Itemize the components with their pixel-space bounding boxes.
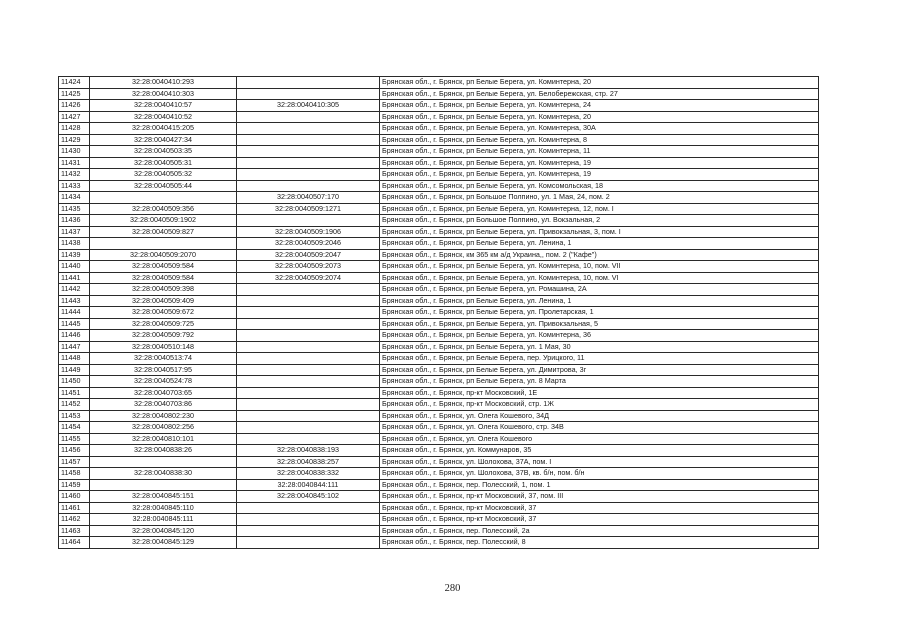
table-row — [59, 376, 819, 388]
table-row — [59, 238, 819, 250]
building-cadastral-number-cell — [237, 502, 380, 514]
table-row — [59, 295, 819, 307]
cadastral-number-cell: 32:28:0040845:151 — [90, 491, 237, 503]
cadastral-number-cell: 32:28:0040703:86 — [90, 399, 237, 411]
building-cadastral-number-cell: 32:28:0040509:2047 — [237, 249, 380, 261]
building-cadastral-number-cell — [237, 353, 380, 365]
row-number-cell: 11424 — [59, 77, 90, 89]
row-number-cell: 11442 — [59, 284, 90, 296]
address-cell: Брянская обл., г. Брянск, рп Белые Берега, ул. 8 Марта — [380, 376, 819, 388]
building-cadastral-number-cell — [237, 295, 380, 307]
cadastral-number-cell: 32:28:0040509:2070 — [90, 249, 237, 261]
address-cell: Брянская обл., г. Брянск, ул. Олега Кошевого, 34Д — [380, 410, 819, 422]
building-cadastral-number-cell — [237, 307, 380, 319]
table-row — [59, 307, 819, 319]
table-row — [59, 215, 819, 227]
address-cell: Брянская обл., г. Брянск, рп Белые Берега, ул. Коминтерна, 20 — [380, 111, 819, 123]
building-cadastral-number-cell: 32:28:0040507:170 — [237, 192, 380, 204]
address-cell: Брянская обл., г. Брянск, рп Большое Полпино, ул. Вокзальная, 2 — [380, 215, 819, 227]
cadastral-number-cell: 32:28:0040503:35 — [90, 146, 237, 158]
address-cell: Брянская обл., г. Брянск, км 365 км а/д Украина,, пом. 2 ("Кафе") — [380, 249, 819, 261]
row-number-cell: 11436 — [59, 215, 90, 227]
row-number-cell: 11427 — [59, 111, 90, 123]
building-cadastral-number-cell: 32:28:0040410:305 — [237, 100, 380, 112]
cadastral-number-cell: 32:28:0040410:293 — [90, 77, 237, 89]
cadastral-number-cell: 32:28:0040509:409 — [90, 295, 237, 307]
address-cell: Брянская обл., г. Брянск, рп Белые Берега, ул. Коминтерна, 19 — [380, 157, 819, 169]
cadastral-number-cell: 32:28:0040845:111 — [90, 514, 237, 526]
row-number-cell: 11434 — [59, 192, 90, 204]
property-register-table — [58, 76, 819, 549]
address-cell: Брянская обл., г. Брянск, рп Белые Берега, ул. Привокзальная, 5 — [380, 318, 819, 330]
row-number-cell: 11463 — [59, 525, 90, 537]
building-cadastral-number-cell: 32:28:0040509:2073 — [237, 261, 380, 273]
table-row — [59, 514, 819, 526]
address-cell: Брянская обл., г. Брянск, рп Белые Берега, ул. Димитрова, 3г — [380, 364, 819, 376]
address-cell: Брянская обл., г. Брянск, рп Белые Берега, ул. 1 Мая, 30 — [380, 341, 819, 353]
table-row — [59, 100, 819, 112]
address-cell: Брянская обл., г. Брянск, ул. Шолохова, 37А, пом. I — [380, 456, 819, 468]
cadastral-number-cell: 32:28:0040509:672 — [90, 307, 237, 319]
row-number-cell: 11440 — [59, 261, 90, 273]
table-body — [59, 77, 819, 549]
row-number-cell: 11460 — [59, 491, 90, 503]
building-cadastral-number-cell — [237, 399, 380, 411]
cadastral-number-cell: 32:28:0040410:52 — [90, 111, 237, 123]
cadastral-number-cell: 32:28:0040509:584 — [90, 272, 237, 284]
building-cadastral-number-cell — [237, 422, 380, 434]
building-cadastral-number-cell: 32:28:0040838:257 — [237, 456, 380, 468]
cadastral-number-cell: 32:28:0040510:148 — [90, 341, 237, 353]
cadastral-number-cell: 32:28:0040517:95 — [90, 364, 237, 376]
table-row — [59, 364, 819, 376]
row-number-cell: 11432 — [59, 169, 90, 181]
address-cell: Брянская обл., г. Брянск, рп Белые Берега, ул. Коминтерна, 11 — [380, 146, 819, 158]
table-row — [59, 249, 819, 261]
address-cell: Брянская обл., г. Брянск, рп Белые Берега, ул. Коминтерна, 12, пом. I — [380, 203, 819, 215]
address-cell: Брянская обл., г. Брянск, рп Белые Берега, ул. Коминтерна, 36 — [380, 330, 819, 342]
cadastral-number-cell: 32:28:0040509:398 — [90, 284, 237, 296]
building-cadastral-number-cell — [237, 169, 380, 181]
row-number-cell: 11457 — [59, 456, 90, 468]
building-cadastral-number-cell — [237, 410, 380, 422]
table-row — [59, 180, 819, 192]
table-row — [59, 445, 819, 457]
building-cadastral-number-cell: 32:28:0040509:1271 — [237, 203, 380, 215]
table-row — [59, 203, 819, 215]
address-cell: Брянская обл., г. Брянск, рп Белые Берега, ул. Коминтерна, 20 — [380, 77, 819, 89]
building-cadastral-number-cell — [237, 180, 380, 192]
building-cadastral-number-cell: 32:28:0040509:2074 — [237, 272, 380, 284]
row-number-cell: 11449 — [59, 364, 90, 376]
cadastral-number-cell: 32:28:0040845:129 — [90, 537, 237, 549]
cadastral-number-cell: 32:28:0040509:1902 — [90, 215, 237, 227]
table-row — [59, 284, 819, 296]
cadastral-number-cell — [90, 479, 237, 491]
building-cadastral-number-cell — [237, 134, 380, 146]
row-number-cell: 11438 — [59, 238, 90, 250]
cadastral-number-cell: 32:28:0040703:65 — [90, 387, 237, 399]
building-cadastral-number-cell — [237, 376, 380, 388]
row-number-cell: 11461 — [59, 502, 90, 514]
row-number-cell: 11451 — [59, 387, 90, 399]
cadastral-number-cell: 32:28:0040505:31 — [90, 157, 237, 169]
table-row — [59, 146, 819, 158]
row-number-cell: 11425 — [59, 88, 90, 100]
table-row — [59, 456, 819, 468]
address-cell: Брянская обл., г. Брянск, рп Белые Берега, ул. Ленина, 1 — [380, 295, 819, 307]
address-cell: Брянская обл., г. Брянск, рп Белые Берега, ул. Коминтерна, 10, пом. VI — [380, 272, 819, 284]
row-number-cell: 11462 — [59, 514, 90, 526]
table-row — [59, 479, 819, 491]
cadastral-number-cell: 32:28:0040505:32 — [90, 169, 237, 181]
row-number-cell: 11455 — [59, 433, 90, 445]
address-cell: Брянская обл., г. Брянск, пр-кт Московский, 37 — [380, 514, 819, 526]
cadastral-number-cell: 32:28:0040524:78 — [90, 376, 237, 388]
row-number-cell: 11447 — [59, 341, 90, 353]
row-number-cell: 11454 — [59, 422, 90, 434]
building-cadastral-number-cell — [237, 123, 380, 135]
row-number-cell: 11433 — [59, 180, 90, 192]
building-cadastral-number-cell — [237, 318, 380, 330]
building-cadastral-number-cell — [237, 77, 380, 89]
table-row — [59, 399, 819, 411]
building-cadastral-number-cell: 32:28:0040845:102 — [237, 491, 380, 503]
address-cell: Брянская обл., г. Брянск, рп Белые Берега, ул. Коминтерна, 24 — [380, 100, 819, 112]
row-number-cell: 11430 — [59, 146, 90, 158]
building-cadastral-number-cell — [237, 157, 380, 169]
row-number-cell: 11453 — [59, 410, 90, 422]
address-cell: Брянская обл., г. Брянск, рп Белые Берега, ул. Ромашина, 2А — [380, 284, 819, 296]
table-row — [59, 491, 819, 503]
row-number-cell: 11437 — [59, 226, 90, 238]
cadastral-number-cell: 32:28:0040513:74 — [90, 353, 237, 365]
address-cell: Брянская обл., г. Брянск, рп Белые Берега, ул. Пролетарская, 1 — [380, 307, 819, 319]
row-number-cell: 11431 — [59, 157, 90, 169]
row-number-cell: 11439 — [59, 249, 90, 261]
cadastral-number-cell: 32:28:0040810:101 — [90, 433, 237, 445]
address-cell: Брянская обл., г. Брянск, ул. Коммунаров, 35 — [380, 445, 819, 457]
address-cell: Брянская обл., г. Брянск, рп Белые Берега, ул. Ленина, 1 — [380, 238, 819, 250]
table-row — [59, 192, 819, 204]
table-row — [59, 537, 819, 549]
building-cadastral-number-cell — [237, 525, 380, 537]
cadastral-number-cell: 32:28:0040509:584 — [90, 261, 237, 273]
address-cell: Брянская обл., г. Брянск, рп Белые Берега, ул. Коминтерна, 8 — [380, 134, 819, 146]
row-number-cell: 11426 — [59, 100, 90, 112]
row-number-cell: 11435 — [59, 203, 90, 215]
table-row — [59, 111, 819, 123]
table-row — [59, 123, 819, 135]
row-number-cell: 11452 — [59, 399, 90, 411]
row-number-cell: 11444 — [59, 307, 90, 319]
cadastral-number-cell: 32:28:0040509:827 — [90, 226, 237, 238]
building-cadastral-number-cell — [237, 537, 380, 549]
table-row — [59, 88, 819, 100]
table-row — [59, 261, 819, 273]
table-row — [59, 353, 819, 365]
cadastral-number-cell — [90, 456, 237, 468]
table-row — [59, 422, 819, 434]
cadastral-number-cell — [90, 192, 237, 204]
cadastral-number-cell: 32:28:0040838:26 — [90, 445, 237, 457]
row-number-cell: 11464 — [59, 537, 90, 549]
building-cadastral-number-cell: 32:28:0040509:2046 — [237, 238, 380, 250]
cadastral-number-cell: 32:28:0040509:792 — [90, 330, 237, 342]
table-row — [59, 272, 819, 284]
building-cadastral-number-cell: 32:28:0040838:332 — [237, 468, 380, 480]
address-cell: Брянская обл., г. Брянск, рп Белые Берега, ул. Привокзальная, 3, пом. I — [380, 226, 819, 238]
address-cell: Брянская обл., г. Брянск, ул. Шолохова, 37В, кв. б/н, пом. б/н — [380, 468, 819, 480]
cadastral-number-cell: 32:28:0040505:44 — [90, 180, 237, 192]
cadastral-number-cell: 32:28:0040509:725 — [90, 318, 237, 330]
table-row — [59, 433, 819, 445]
building-cadastral-number-cell — [237, 111, 380, 123]
cadastral-number-cell: 32:28:0040509:356 — [90, 203, 237, 215]
row-number-cell: 11445 — [59, 318, 90, 330]
cadastral-number-cell — [90, 238, 237, 250]
table-row — [59, 525, 819, 537]
building-cadastral-number-cell — [237, 433, 380, 445]
building-cadastral-number-cell — [237, 88, 380, 100]
row-number-cell: 11429 — [59, 134, 90, 146]
page-number: 280 — [444, 583, 461, 594]
address-cell: Брянская обл., г. Брянск, пр-кт Московский, стр. 1Ж — [380, 399, 819, 411]
cadastral-number-cell: 32:28:0040802:256 — [90, 422, 237, 434]
row-number-cell: 11428 — [59, 123, 90, 135]
building-cadastral-number-cell — [237, 146, 380, 158]
address-cell: Брянская обл., г. Брянск, рп Белые Берега, ул. Комсомольская, 18 — [380, 180, 819, 192]
building-cadastral-number-cell — [237, 284, 380, 296]
table-row — [59, 77, 819, 89]
building-cadastral-number-cell — [237, 330, 380, 342]
table-row — [59, 318, 819, 330]
address-cell: Брянская обл., г. Брянск, рп Белые Берега, ул. Коминтерна, 19 — [380, 169, 819, 181]
building-cadastral-number-cell — [237, 514, 380, 526]
address-cell: Брянская обл., г. Брянск, рп Белые Берега, пер. Урицкого, 11 — [380, 353, 819, 365]
row-number-cell: 11443 — [59, 295, 90, 307]
row-number-cell: 11441 — [59, 272, 90, 284]
address-cell: Брянская обл., г. Брянск, рп Большое Полпино, ул. 1 Мая, 24, пом. 2 — [380, 192, 819, 204]
building-cadastral-number-cell — [237, 364, 380, 376]
table-row — [59, 157, 819, 169]
cadastral-number-cell: 32:28:0040410:303 — [90, 88, 237, 100]
row-number-cell: 11458 — [59, 468, 90, 480]
row-number-cell: 11450 — [59, 376, 90, 388]
building-cadastral-number-cell: 32:28:0040844:111 — [237, 479, 380, 491]
table-row — [59, 134, 819, 146]
row-number-cell: 11448 — [59, 353, 90, 365]
table-row — [59, 502, 819, 514]
address-cell: Брянская обл., г. Брянск, ул. Олега Кошевого — [380, 433, 819, 445]
building-cadastral-number-cell — [237, 341, 380, 353]
address-cell: Брянская обл., г. Брянск, пер. Полесский, 1, пом. 1 — [380, 479, 819, 491]
address-cell: Брянская обл., г. Брянск, ул. Олега Кошевого, стр. 34В — [380, 422, 819, 434]
table-row — [59, 341, 819, 353]
address-cell: Брянская обл., г. Брянск, пр-кт Московский, 37 — [380, 502, 819, 514]
address-cell: Брянская обл., г. Брянск, рп Белые Берега, ул. Белобережская, стр. 27 — [380, 88, 819, 100]
address-cell: Брянская обл., г. Брянск, пер. Полесский, 8 — [380, 537, 819, 549]
cadastral-number-cell: 32:28:0040845:110 — [90, 502, 237, 514]
cadastral-number-cell: 32:28:0040410:57 — [90, 100, 237, 112]
table-row — [59, 387, 819, 399]
address-cell: Брянская обл., г. Брянск, рп Белые Берега, ул. Коминтерна, 10, пом. VII — [380, 261, 819, 273]
address-cell: Брянская обл., г. Брянск, пр-кт Московский, 1Е — [380, 387, 819, 399]
table-row — [59, 169, 819, 181]
table-row — [59, 226, 819, 238]
address-cell: Брянская обл., г. Брянск, рп Белые Берега, ул. Коминтерна, 30А — [380, 123, 819, 135]
address-cell: Брянская обл., г. Брянск, пер. Полесский, 2а — [380, 525, 819, 537]
building-cadastral-number-cell: 32:28:0040838:193 — [237, 445, 380, 457]
row-number-cell: 11446 — [59, 330, 90, 342]
building-cadastral-number-cell — [237, 387, 380, 399]
table-row — [59, 468, 819, 480]
cadastral-number-cell: 32:28:0040802:230 — [90, 410, 237, 422]
building-cadastral-number-cell — [237, 215, 380, 227]
cadastral-number-cell: 32:28:0040838:30 — [90, 468, 237, 480]
table-row — [59, 330, 819, 342]
row-number-cell: 11456 — [59, 445, 90, 457]
table-row — [59, 410, 819, 422]
row-number-cell: 11459 — [59, 479, 90, 491]
address-cell: Брянская обл., г. Брянск, пр-кт Московский, 37, пом. III — [380, 491, 819, 503]
cadastral-number-cell: 32:28:0040845:120 — [90, 525, 237, 537]
building-cadastral-number-cell: 32:28:0040509:1906 — [237, 226, 380, 238]
cadastral-number-cell: 32:28:0040415:205 — [90, 123, 237, 135]
cadastral-number-cell: 32:28:0040427:34 — [90, 134, 237, 146]
